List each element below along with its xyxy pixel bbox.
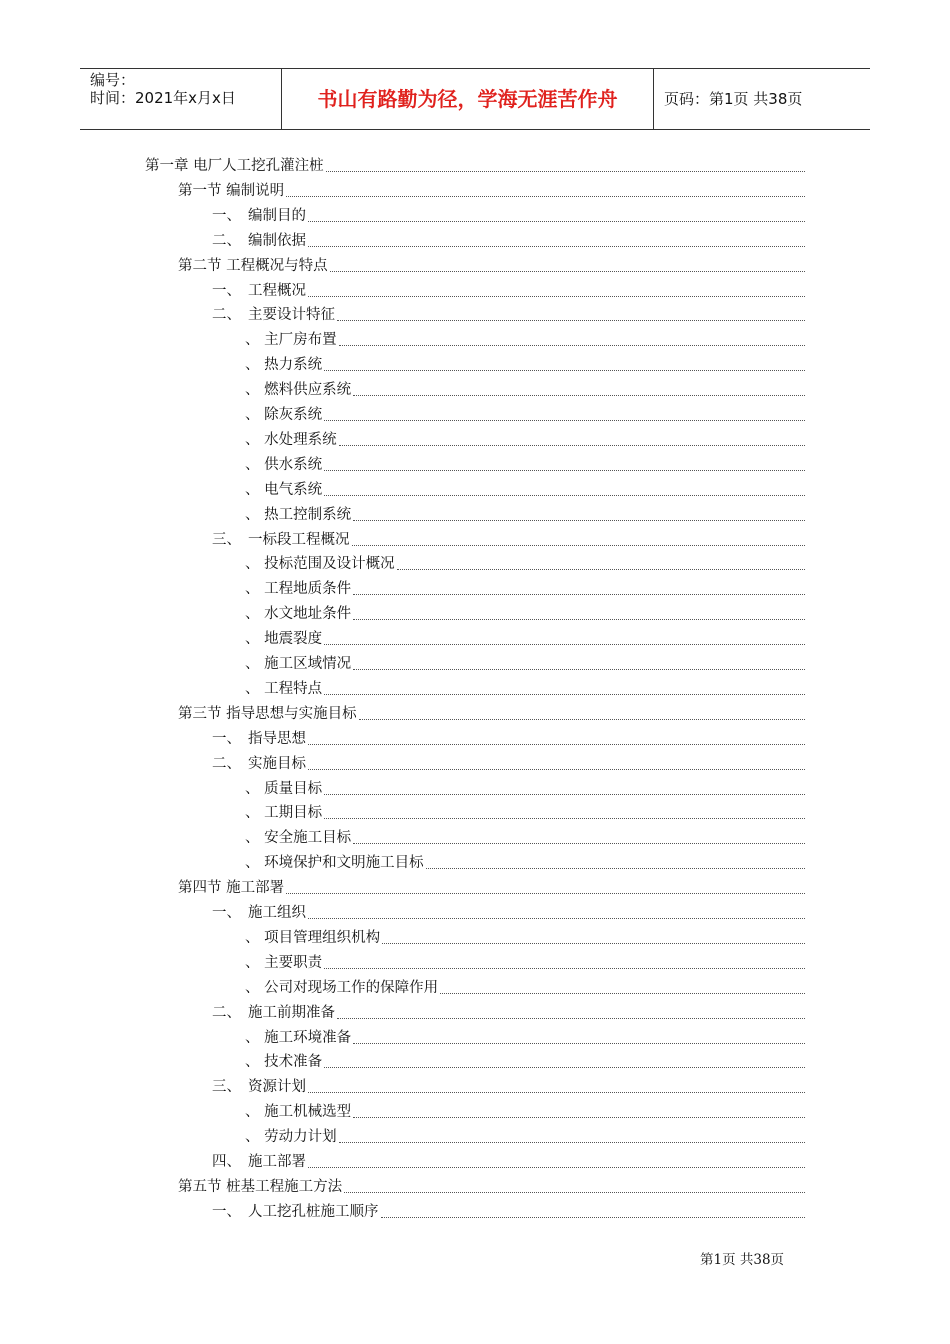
toc-entry[interactable]: [245, 628, 805, 650]
toc-entry-text: [212, 1151, 306, 1173]
toc-entry-label: 资源计划: [248, 1079, 306, 1096]
toc-entry-text: [245, 1027, 351, 1049]
toc-entry-text: [245, 329, 337, 351]
toc-entry[interactable]: [212, 529, 805, 551]
toc-entry-label: 、 主要职责: [245, 954, 323, 971]
toc-entry[interactable]: [178, 1176, 805, 1198]
toc-entry-number: 二、: [212, 232, 241, 249]
toc-entry[interactable]: [245, 802, 805, 824]
toc-entry-text: [178, 180, 284, 202]
header-meta: [80, 69, 282, 129]
toc-dot-leader: [324, 494, 805, 496]
toc-dot-leader: [339, 344, 805, 346]
toc-entry-number: 一、: [212, 282, 241, 299]
toc-entry-number: 四、: [212, 1154, 241, 1170]
toc-entry-number: 二、: [212, 1004, 241, 1021]
toc-entry-text: [245, 454, 322, 476]
toc-entry-text: [245, 429, 337, 451]
toc-dot-leader: [330, 270, 805, 272]
toc-entry-label: 、 供水系统: [245, 456, 323, 473]
toc-entry-text: [178, 255, 328, 277]
toc-dot-leader: [308, 295, 805, 297]
toc-dot-leader: [337, 319, 805, 321]
toc-entry-label: 、 劳动力计划: [245, 1129, 337, 1146]
toc-entry-text: [245, 827, 351, 849]
toc-entry[interactable]: [245, 354, 805, 376]
toc-dot-leader: [353, 519, 805, 521]
toc-entry[interactable]: [245, 1027, 805, 1049]
toc-entry[interactable]: [245, 578, 805, 600]
toc-entry-text: [212, 230, 306, 252]
toc-entry-label: 、 技术准备: [245, 1054, 323, 1071]
toc-entry-label: 、 质量目标: [245, 780, 323, 797]
toc-entry-text: [245, 852, 424, 874]
toc-entry-label: 实施目标: [248, 755, 306, 772]
toc-entry-text: [245, 628, 322, 650]
toc-dot-leader: [324, 793, 805, 795]
toc-dot-leader: [353, 1116, 805, 1118]
toc-entry-label: 、 项目管理组织机构: [245, 929, 381, 946]
toc-dot-leader: [308, 743, 805, 745]
toc-entry-label: 、 公司对现场工作的保障作用: [245, 979, 439, 996]
toc-entry-text: [212, 280, 306, 302]
toc-entry[interactable]: [245, 1101, 805, 1123]
toc-entry-label: 、 投标范围及设计概况: [245, 556, 395, 573]
toc-dot-leader: [308, 1166, 805, 1168]
toc-entry-text: [245, 653, 351, 675]
toc-entry-number: 一、: [212, 1203, 241, 1220]
toc-entry[interactable]: [245, 952, 805, 974]
toc-entry-label: 主要设计特征: [248, 307, 335, 324]
toc-entry-label: 一标段工程概况: [248, 531, 350, 548]
toc-entry-label: 、 除灰系统: [245, 407, 323, 423]
toc-entry-label: 、 主厂房布置: [245, 332, 337, 349]
toc-entry[interactable]: [245, 429, 805, 451]
toc-dot-leader: [339, 444, 805, 446]
header-motto: 书山有路勤为径，学海无涯苦作舟: [282, 69, 654, 129]
toc-entry-text: [212, 728, 306, 750]
toc-entry-text: [212, 902, 306, 924]
toc-entry-number: 二、: [212, 755, 241, 772]
toc-dot-leader: [324, 817, 805, 819]
document-number-label: 编号：: [90, 71, 136, 89]
toc-entry-text: [245, 404, 322, 426]
toc-entry[interactable]: [245, 852, 805, 874]
toc-entry[interactable]: [245, 977, 805, 999]
page-footer: 第1页 共38页: [700, 1252, 785, 1268]
toc-dot-leader: [326, 170, 805, 172]
toc-entry-text: [245, 1051, 322, 1073]
toc-dot-leader: [337, 1017, 805, 1019]
toc-dot-leader: [324, 643, 805, 645]
page-header: [80, 68, 870, 130]
toc-entry-label: 、 施工环境准备: [245, 1029, 352, 1046]
toc-entry-text: [245, 778, 322, 800]
toc-dot-leader: [353, 593, 805, 595]
toc-entry-label: 施工组织: [248, 905, 306, 921]
toc-entry-label: 编制依据: [248, 232, 306, 249]
toc-dot-leader: [308, 768, 805, 770]
toc-entry-text: [212, 304, 335, 326]
toc-entry[interactable]: [245, 1126, 805, 1148]
toc-entry-text: [178, 1176, 342, 1198]
toc-entry-label: 人工挖孔桩施工顺序: [248, 1203, 379, 1220]
toc-entry[interactable]: [245, 927, 805, 949]
toc-entry-label: 、 施工机械选型: [245, 1104, 352, 1121]
toc-entry-label: 、 水文地址条件: [245, 606, 352, 623]
toc-entry[interactable]: [212, 230, 805, 252]
toc-entry-label: 编制目的: [248, 207, 306, 224]
toc-entry[interactable]: [212, 728, 805, 750]
toc-dot-leader: [382, 942, 805, 944]
toc-entry-label: 第一章 电厂人工挖孔灌注桩: [145, 158, 324, 174]
toc-entry-label: 第三节 指导思想与实施目标: [178, 705, 357, 722]
toc-entry[interactable]: [212, 1201, 805, 1223]
toc-entry-label: 、 工程特点: [245, 680, 323, 697]
toc-dot-leader: [324, 693, 805, 695]
toc-entry-text: [245, 354, 322, 376]
toc-entry[interactable]: [212, 1151, 805, 1173]
toc-entry[interactable]: [245, 1051, 805, 1073]
toc-dot-leader: [440, 992, 805, 994]
toc-entry[interactable]: [212, 280, 805, 302]
toc-entry-number: 二、: [212, 307, 241, 324]
toc-entry-text: [212, 1076, 306, 1098]
toc-dot-leader: [308, 917, 805, 919]
toc-dot-leader: [324, 469, 805, 471]
header-page-info: 页码：第1页 共38页: [664, 90, 803, 108]
toc-dot-leader: [426, 867, 805, 869]
toc-dot-leader: [324, 369, 805, 371]
toc-dot-leader: [381, 1216, 806, 1218]
toc-entry-label: 、 水处理系统: [245, 431, 337, 448]
toc-entry-label: 第四节 施工部署: [178, 880, 285, 897]
toc-entry-text: [145, 155, 324, 177]
toc-entry[interactable]: [245, 553, 805, 575]
toc-entry-number: 三、: [212, 531, 241, 548]
document-time-label: 时间：2021年x月x日: [90, 89, 236, 107]
toc-dot-leader: [324, 967, 805, 969]
toc-entry[interactable]: [245, 404, 805, 426]
toc-entry-number: 一、: [212, 207, 241, 224]
toc-entry-text: [245, 479, 322, 501]
toc-entry-label: 、 燃料供应系统: [245, 382, 352, 399]
toc-entry-label: 、 电气系统: [245, 481, 323, 498]
toc-entry[interactable]: [245, 827, 805, 849]
toc-entry[interactable]: [245, 454, 805, 476]
toc-dot-leader: [308, 1091, 805, 1093]
toc-entry[interactable]: [245, 778, 805, 800]
toc-dot-leader: [359, 718, 805, 720]
toc-entry[interactable]: [212, 205, 805, 227]
toc-entry-text: [245, 1126, 337, 1148]
toc-entry[interactable]: [245, 479, 805, 501]
toc-dot-leader: [308, 220, 805, 222]
toc-entry-text: [212, 1201, 379, 1223]
toc-entry[interactable]: [245, 504, 805, 526]
toc-entry-text: [212, 1002, 335, 1024]
toc-entry-text: [245, 1101, 351, 1123]
toc-entry-text: [245, 379, 351, 401]
toc-dot-leader: [344, 1191, 805, 1193]
toc-entry-label: 第五节 桩基工程施工方法: [178, 1178, 343, 1195]
toc-entry-text: [245, 553, 395, 575]
toc-entry[interactable]: [178, 180, 805, 202]
toc-dot-leader: [353, 1042, 805, 1044]
toc-entry-text: [212, 753, 306, 775]
toc-entry-text: [245, 977, 438, 999]
toc-entry[interactable]: [245, 603, 805, 625]
toc-entry-label: 施工部署: [248, 1154, 306, 1170]
toc-entry[interactable]: [212, 902, 805, 924]
toc-dot-leader: [308, 245, 805, 247]
toc-entry-text: [245, 802, 322, 824]
toc-entry-label: 、 工程地质条件: [245, 581, 352, 598]
toc-entry-text: [245, 504, 351, 526]
toc-dot-leader: [353, 618, 805, 620]
toc-entry[interactable]: [212, 1076, 805, 1098]
toc-entry[interactable]: [178, 877, 805, 899]
toc-entry-number: 一、: [212, 730, 241, 747]
toc-dot-leader: [324, 419, 805, 421]
toc-entry[interactable]: [212, 304, 805, 326]
toc-entry-text: [178, 703, 357, 725]
toc-entry-label: 施工前期准备: [248, 1004, 335, 1021]
toc-entry-text: [245, 927, 380, 949]
toc-entry-label: 工程概况: [248, 282, 306, 299]
toc-entry-label: 、 环境保护和文明施工目标: [245, 855, 424, 872]
toc-entry-number: 三、: [212, 1079, 241, 1096]
toc-entry[interactable]: [212, 753, 805, 775]
toc-dot-leader: [397, 568, 805, 570]
toc-entry[interactable]: [178, 255, 805, 277]
toc-entry-label: 指导思想: [248, 730, 306, 747]
toc-entry-label: 、 工期目标: [245, 805, 323, 822]
toc-entry[interactable]: [245, 653, 805, 675]
toc-entry[interactable]: [145, 155, 805, 177]
toc-dot-leader: [339, 1141, 805, 1143]
toc-entry-text: [212, 529, 350, 551]
toc-entry-label: 第一节 编制说明: [178, 182, 285, 199]
toc-dot-leader: [324, 1066, 805, 1068]
toc-entry-label: 第二节 工程概况与特点: [178, 257, 328, 274]
toc-entry-label: 、 热工控制系统: [245, 506, 352, 523]
toc-entry-text: [245, 603, 351, 625]
toc-entry-text: [245, 952, 322, 974]
toc-entry-text: [212, 205, 306, 227]
toc-entry-text: [245, 578, 351, 600]
toc-entry[interactable]: [245, 678, 805, 700]
toc-dot-leader: [353, 394, 805, 396]
toc-entry[interactable]: [245, 329, 805, 351]
toc-dot-leader: [353, 842, 805, 844]
toc-entry-text: [245, 678, 322, 700]
toc-entry-label: 、 地震裂度: [245, 631, 323, 648]
toc-entry-label: 、 施工区域情况: [245, 656, 352, 672]
toc-dot-leader: [353, 668, 805, 670]
toc-entry-label: 、 安全施工目标: [245, 830, 352, 847]
toc-entry-text: [178, 877, 284, 899]
toc-dot-leader: [286, 892, 805, 894]
toc-entry[interactable]: [245, 379, 805, 401]
toc-dot-leader: [286, 195, 805, 197]
toc-dot-leader: [352, 544, 806, 546]
toc-entry[interactable]: [178, 703, 805, 725]
toc-entry-label: 、 热力系统: [245, 357, 323, 374]
toc-entry[interactable]: [212, 1002, 805, 1024]
toc-entry-number: 一、: [212, 905, 241, 921]
